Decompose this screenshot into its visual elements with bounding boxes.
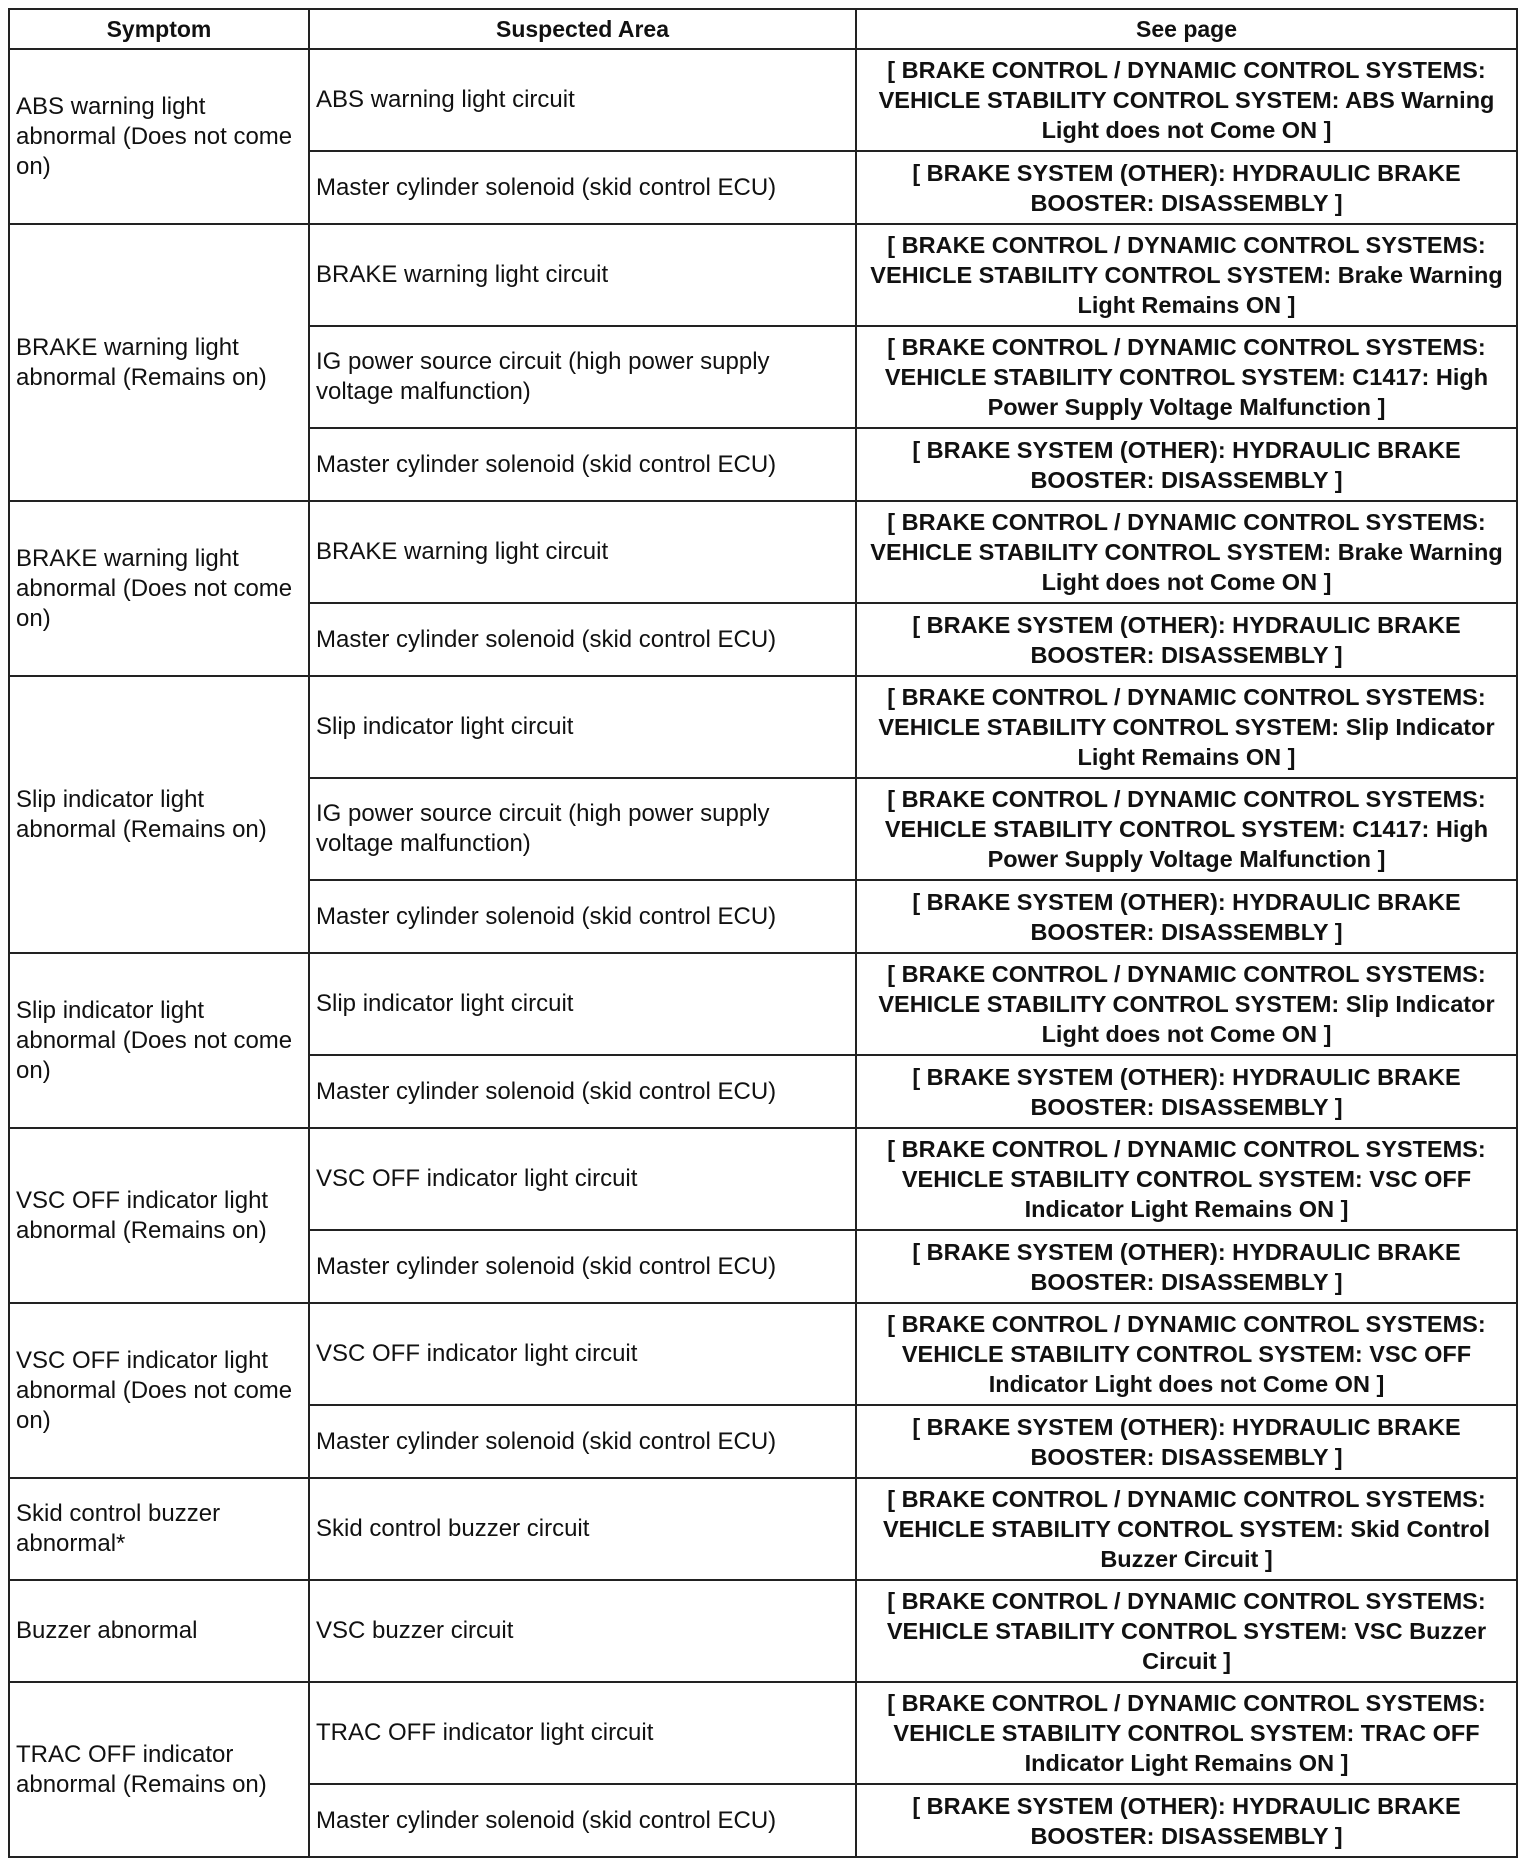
see-page-cell: [ BRAKE CONTROL / DYNAMIC CONTROL SYSTEMS: VEHICLE STABILITY CONTROL SYSTEM: Skid Control Buzzer Circuit ] — [856, 1478, 1517, 1580]
suspected-area-cell: Master cylinder solenoid (skid control ECU) — [309, 880, 856, 953]
suspected-area-cell: ABS warning light circuit — [309, 49, 856, 151]
table-row — [9, 953, 1517, 1055]
see-page-cell: [ BRAKE CONTROL / DYNAMIC CONTROL SYSTEMS: VEHICLE STABILITY CONTROL SYSTEM: Slip Indicator Light Remains ON ] — [856, 676, 1517, 778]
see-page-cell: [ BRAKE CONTROL / DYNAMIC CONTROL SYSTEMS: VEHICLE STABILITY CONTROL SYSTEM: C1417: High Power Supply Voltage Malfunction ] — [856, 326, 1517, 428]
symptom-cell: Slip indicator light abnormal (Does not come on) — [9, 953, 309, 1128]
table-row — [9, 1580, 1517, 1682]
header-see-page: See page — [856, 9, 1517, 49]
see-page-cell: [ BRAKE CONTROL / DYNAMIC CONTROL SYSTEMS: VEHICLE STABILITY CONTROL SYSTEM: Brake Warning Light does not Come ON ] — [856, 501, 1517, 603]
see-page-cell: [ BRAKE CONTROL / DYNAMIC CONTROL SYSTEMS: VEHICLE STABILITY CONTROL SYSTEM: VSC OFF Indicator Light does not Come ON ] — [856, 1303, 1517, 1405]
table-row — [9, 224, 1517, 326]
suspected-area-cell: Master cylinder solenoid (skid control ECU) — [309, 151, 856, 224]
see-page-cell: [ BRAKE CONTROL / DYNAMIC CONTROL SYSTEMS: VEHICLE STABILITY CONTROL SYSTEM: TRAC OFF Indicator Light Remains ON ] — [856, 1682, 1517, 1784]
see-page-cell: [ BRAKE SYSTEM (OTHER): HYDRAULIC BRAKE BOOSTER: DISASSEMBLY ] — [856, 603, 1517, 676]
see-page-cell: [ BRAKE CONTROL / DYNAMIC CONTROL SYSTEMS: VEHICLE STABILITY CONTROL SYSTEM: C1417: High Power Supply Voltage Malfunction ] — [856, 778, 1517, 880]
suspected-area-cell: BRAKE warning light circuit — [309, 501, 856, 603]
see-page-cell: [ BRAKE CONTROL / DYNAMIC CONTROL SYSTEMS: VEHICLE STABILITY CONTROL SYSTEM: ABS Warning Light does not Come ON ] — [856, 49, 1517, 151]
see-page-cell: [ BRAKE SYSTEM (OTHER): HYDRAULIC BRAKE BOOSTER: DISASSEMBLY ] — [856, 880, 1517, 953]
symptom-cell: Buzzer abnormal — [9, 1580, 309, 1682]
suspected-area-cell: Master cylinder solenoid (skid control ECU) — [309, 428, 856, 501]
symptom-cell: VSC OFF indicator light abnormal (Remains on) — [9, 1128, 309, 1303]
suspected-area-cell: Slip indicator light circuit — [309, 676, 856, 778]
header-symptom: Symptom — [9, 9, 309, 49]
see-page-cell: [ BRAKE SYSTEM (OTHER): HYDRAULIC BRAKE BOOSTER: DISASSEMBLY ] — [856, 428, 1517, 501]
table-row — [9, 1682, 1517, 1784]
see-page-cell: [ BRAKE SYSTEM (OTHER): HYDRAULIC BRAKE BOOSTER: DISASSEMBLY ] — [856, 1405, 1517, 1478]
suspected-area-cell: Master cylinder solenoid (skid control ECU) — [309, 1784, 856, 1857]
see-page-cell: [ BRAKE CONTROL / DYNAMIC CONTROL SYSTEMS: VEHICLE STABILITY CONTROL SYSTEM: Brake Warning Light Remains ON ] — [856, 224, 1517, 326]
symptom-cell: Slip indicator light abnormal (Remains on) — [9, 676, 309, 953]
table-row — [9, 1303, 1517, 1405]
suspected-area-cell: Master cylinder solenoid (skid control ECU) — [309, 603, 856, 676]
suspected-area-cell: Master cylinder solenoid (skid control ECU) — [309, 1230, 856, 1303]
suspected-area-cell: IG power source circuit (high power supply voltage malfunction) — [309, 326, 856, 428]
suspected-area-cell: VSC OFF indicator light circuit — [309, 1303, 856, 1405]
symptom-cell: Skid control buzzer abnormal* — [9, 1478, 309, 1580]
suspected-area-cell: VSC OFF indicator light circuit — [309, 1128, 856, 1230]
table-row — [9, 1128, 1517, 1230]
table-row — [9, 1478, 1517, 1580]
symptom-cell: TRAC OFF indicator abnormal (Remains on) — [9, 1682, 309, 1857]
suspected-area-cell: TRAC OFF indicator light circuit — [309, 1682, 856, 1784]
see-page-cell: [ BRAKE SYSTEM (OTHER): HYDRAULIC BRAKE BOOSTER: DISASSEMBLY ] — [856, 1230, 1517, 1303]
suspected-area-cell: Skid control buzzer circuit — [309, 1478, 856, 1580]
see-page-cell: [ BRAKE CONTROL / DYNAMIC CONTROL SYSTEMS: VEHICLE STABILITY CONTROL SYSTEM: Slip Indicator Light does not Come ON ] — [856, 953, 1517, 1055]
symptom-cell: VSC OFF indicator light abnormal (Does not come on) — [9, 1303, 309, 1478]
suspected-area-cell: Master cylinder solenoid (skid control ECU) — [309, 1405, 856, 1478]
see-page-cell: [ BRAKE SYSTEM (OTHER): HYDRAULIC BRAKE BOOSTER: DISASSEMBLY ] — [856, 1784, 1517, 1857]
see-page-cell: [ BRAKE CONTROL / DYNAMIC CONTROL SYSTEMS: VEHICLE STABILITY CONTROL SYSTEM: VSC OFF Indicator Light Remains ON ] — [856, 1128, 1517, 1230]
suspected-area-cell: BRAKE warning light circuit — [309, 224, 856, 326]
symptom-cell: ABS warning light abnormal (Does not come on) — [9, 49, 309, 224]
table-row — [9, 676, 1517, 778]
table-row — [9, 49, 1517, 151]
header-suspected-area: Suspected Area — [309, 9, 856, 49]
symptom-cell: BRAKE warning light abnormal (Does not come on) — [9, 501, 309, 676]
suspected-area-cell: Master cylinder solenoid (skid control ECU) — [309, 1055, 856, 1128]
see-page-cell: [ BRAKE CONTROL / DYNAMIC CONTROL SYSTEMS: VEHICLE STABILITY CONTROL SYSTEM: VSC Buzzer Circuit ] — [856, 1580, 1517, 1682]
suspected-area-cell: IG power source circuit (high power supply voltage malfunction) — [309, 778, 856, 880]
symptom-cell: BRAKE warning light abnormal (Remains on) — [9, 224, 309, 501]
symptom-table — [8, 8, 1518, 1858]
suspected-area-cell: VSC buzzer circuit — [309, 1580, 856, 1682]
table-row — [9, 501, 1517, 603]
see-page-cell: [ BRAKE SYSTEM (OTHER): HYDRAULIC BRAKE BOOSTER: DISASSEMBLY ] — [856, 1055, 1517, 1128]
see-page-cell: [ BRAKE SYSTEM (OTHER): HYDRAULIC BRAKE BOOSTER: DISASSEMBLY ] — [856, 151, 1517, 224]
header-row — [9, 9, 1517, 49]
suspected-area-cell: Slip indicator light circuit — [309, 953, 856, 1055]
